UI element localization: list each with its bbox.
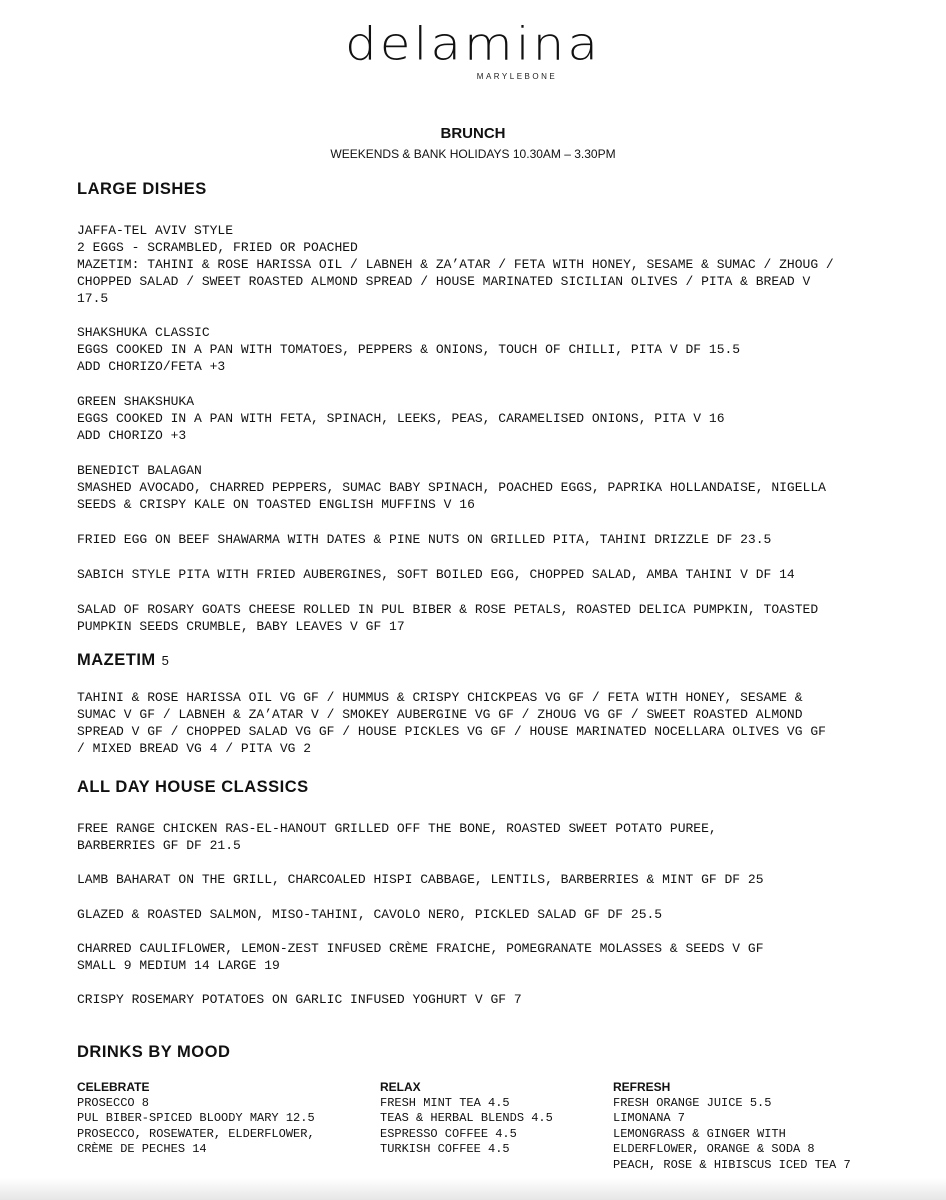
drink-item: FRESH MINT TEA 4.5 bbox=[380, 1095, 510, 1110]
section-heading-large-dishes: LARGE DISHES bbox=[77, 180, 207, 198]
menu-item-beef-shawarma bbox=[77, 531, 877, 548]
item-line: FREE RANGE CHICKEN RAS-EL-HANOUT GRILLED OFF THE BONE, ROASTED SWEET POTATO PUREE, bbox=[77, 821, 717, 836]
item-line: SABICH STYLE PITA WITH FRIED AUBERGINES, SOFT BOILED EGG, CHOPPED SALAD, AMBA TAHINI V DF 14 bbox=[77, 567, 795, 582]
drink-item: ELDERFLOWER, ORANGE & SODA 8 bbox=[613, 1142, 815, 1156]
drinks-column-title: RELAX bbox=[380, 1080, 421, 1094]
item-line: CRISPY ROSEMARY POTATOES ON GARLIC INFUSED YOGHURT V GF 7 bbox=[77, 992, 522, 1007]
item-line: CHARRED CAULIFLOWER, LEMON-ZEST INFUSED CRÈME FRAICHE, POMEGRANATE MOLASSES & SEEDS V GF bbox=[77, 941, 764, 956]
menu-item-cauliflower bbox=[77, 940, 877, 974]
section-heading-classics: ALL DAY HOUSE CLASSICS bbox=[77, 778, 309, 796]
item-line: GREEN SHAKSHUKA bbox=[77, 394, 195, 409]
menu-item-sabich bbox=[77, 566, 877, 583]
drink-item: LIMONANA 7 bbox=[613, 1111, 686, 1125]
drink-item: TURKISH COFFEE 4.5 bbox=[380, 1142, 510, 1156]
drinks-column-title: REFRESH bbox=[613, 1080, 671, 1094]
item-line: LAMB BAHARAT ON THE GRILL, CHARCOALED HISPI CABBAGE, LENTILS, BARBERRIES & MINT GF DF 25 bbox=[77, 872, 764, 887]
drinks-section bbox=[77, 1043, 877, 1062]
menu-item-chicken bbox=[77, 820, 877, 854]
drink-item: PROSECCO 8 bbox=[77, 1095, 150, 1110]
drinks-column-title: CELEBRATE bbox=[77, 1080, 150, 1094]
drink-item: PROSECCO, ROSEWATER, ELDERFLOWER, bbox=[77, 1126, 315, 1141]
item-line: GLAZED & ROASTED SALMON, MISO-TAHINI, CAVOLO NERO, PICKLED SALAD GF DF 25.5 bbox=[77, 907, 663, 922]
item-line: SALAD OF ROSARY GOATS CHEESE ROLLED IN PUL BIBER & ROSE PETALS, ROASTED DELICA PUMPKIN, TOASTED bbox=[77, 602, 819, 617]
drink-item: LEMONGRASS & GINGER WITH bbox=[613, 1126, 786, 1141]
item-line: ADD CHORIZO/FETA +3 bbox=[77, 359, 226, 374]
large-dishes-section bbox=[77, 180, 877, 199]
mazetim-price: 5 bbox=[161, 653, 170, 668]
drink-item: PEACH, ROSE & HIBISCUS ICED TEA 7 bbox=[613, 1157, 851, 1172]
item-line: SUMAC V GF / LABNEH & ZA’ATAR V / SMOKEY AUBERGINE VG GF / ZHOUG VG GF / SWEET ROASTED ALMOND bbox=[77, 707, 803, 722]
item-line: CHOPPED SALAD / SWEET ROASTED ALMOND SPREAD / HOUSE MARINATED SICILIAN OLIVES / PITA & BREAD V bbox=[77, 274, 811, 289]
menu-item-salmon bbox=[77, 906, 877, 923]
menu-item-green-shakshuka bbox=[77, 393, 877, 444]
menu-item-lamb bbox=[77, 871, 877, 888]
mazetim-section bbox=[77, 651, 877, 670]
item-line: EGGS COOKED IN A PAN WITH FETA, SPINACH, LEEKS, PEAS, CARAMELISED ONIONS, PITA V 16 bbox=[77, 411, 725, 426]
menu-hours: WEEKENDS & BANK HOLIDAYS 10.30AM – 3.30PM bbox=[330, 147, 616, 161]
drinks-column-refresh bbox=[613, 1080, 851, 1173]
item-line: SPREAD V GF / CHOPPED SALAD VG GF / HOUSE PICKLES VG GF / HOUSE MARINATED NOCELLARA OLIVES VG GF bbox=[77, 724, 826, 739]
page-bottom-shadow bbox=[0, 1178, 946, 1200]
item-line: FRIED EGG ON BEEF SHAWARMA WITH DATES & PINE NUTS ON GRILLED PITA, TAHINI DRIZZLE DF 23.5 bbox=[77, 532, 772, 547]
logo-wordmark: delamina bbox=[345, 17, 601, 71]
mazetim-list bbox=[77, 689, 877, 757]
drink-item: TEAS & HERBAL BLENDS 4.5 bbox=[380, 1111, 553, 1125]
drink-item: PUL BIBER-SPICED BLOODY MARY 12.5 bbox=[77, 1111, 315, 1125]
classics-section bbox=[77, 778, 877, 797]
item-line: / MIXED BREAD VG 4 / PITA VG 2 bbox=[77, 741, 312, 756]
item-line: EGGS COOKED IN A PAN WITH TOMATOES, PEPPERS & ONIONS, TOUCH OF CHILLI, PITA V DF 15.5 bbox=[77, 342, 741, 357]
item-line: BENEDICT BALAGAN bbox=[77, 463, 202, 478]
item-line: PUMPKIN SEEDS CRUMBLE, BABY LEAVES V GF 17 bbox=[77, 619, 405, 634]
menu-title: BRUNCH bbox=[440, 125, 506, 142]
item-line: TAHINI & ROSE HARISSA OIL VG GF / HUMMUS & CRISPY CHICKPEAS VG GF / FETA WITH HONEY, SESAME & bbox=[77, 690, 803, 705]
item-line: ADD CHORIZO +3 bbox=[77, 428, 187, 443]
menu-item-benedict-balagan bbox=[77, 462, 877, 513]
item-line: SEEDS & CRISPY KALE ON TOASTED ENGLISH MUFFINS V 16 bbox=[77, 497, 475, 512]
logo-location: MARYLEBONE bbox=[476, 72, 558, 81]
section-heading-drinks: DRINKS BY MOOD bbox=[77, 1043, 231, 1061]
drink-item: CRÈME DE PECHES 14 bbox=[77, 1142, 207, 1156]
menu-item-jaffa bbox=[77, 222, 877, 307]
menu-item-goats-cheese-salad bbox=[77, 601, 877, 635]
drinks-column-relax bbox=[380, 1080, 553, 1158]
item-line: 17.5 bbox=[77, 291, 109, 306]
brand-logo bbox=[0, 18, 946, 81]
mazetim-heading-text: MAZETIM bbox=[77, 651, 156, 669]
item-line: 2 EGGS - SCRAMBLED, FRIED OR POACHED bbox=[77, 240, 358, 255]
drink-item: ESPRESSO COFFEE 4.5 bbox=[380, 1126, 517, 1141]
item-line: SHAKSHUKA CLASSIC bbox=[77, 325, 210, 340]
drinks-column-celebrate bbox=[77, 1080, 315, 1158]
menu-item-shakshuka-classic bbox=[77, 324, 877, 375]
item-line: MAZETIM: TAHINI & ROSE HARISSA OIL / LABNEH & ZA’ATAR / FETA WITH HONEY, SESAME & SUMAC / ZHOUG / bbox=[77, 257, 834, 272]
item-line: BARBERRIES GF DF 21.5 bbox=[77, 838, 241, 853]
drink-item: FRESH ORANGE JUICE 5.5 bbox=[613, 1095, 772, 1110]
item-line: SMALL 9 MEDIUM 14 LARGE 19 bbox=[77, 958, 280, 973]
item-line: SMASHED AVOCADO, CHARRED PEPPERS, SUMAC BABY SPINACH, POACHED EGGS, PAPRIKA HOLLANDAISE, NIGELLA bbox=[77, 480, 826, 495]
section-heading-mazetim bbox=[77, 651, 877, 670]
item-line: JAFFA-TEL AVIV STYLE bbox=[77, 223, 234, 238]
menu-item-potatoes bbox=[77, 991, 877, 1008]
